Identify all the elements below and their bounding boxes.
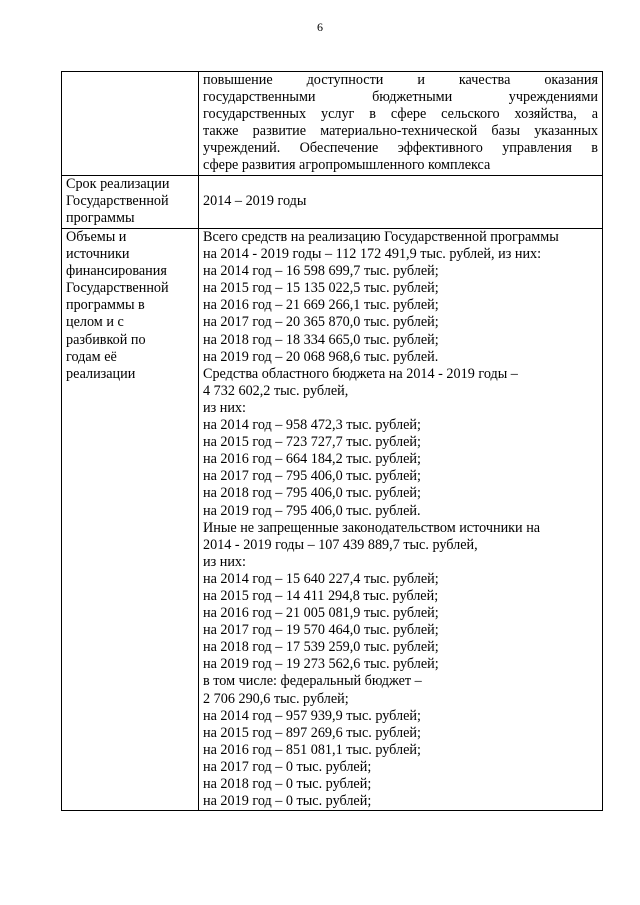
funding-line: 4 732 602,2 тыс. рублей,: [203, 382, 349, 399]
funding-line: на 2018 год – 0 тыс. рублей;: [203, 776, 372, 792]
period-label-line: программы: [66, 210, 135, 227]
funding-line: 2 706 290,6 тыс. рублей;: [203, 690, 349, 707]
page-number: 6: [317, 20, 323, 34]
funding-label-line: Объемы и: [66, 229, 127, 245]
funding-line: на 2015 год – 14 411 294,8 тыс. рублей;: [203, 587, 439, 604]
period-label-line: Срок реализации: [66, 176, 170, 192]
funding-line: из них:: [203, 553, 246, 570]
funding-line: на 2017 год – 0 тыс. рублей;: [203, 758, 372, 775]
goals-line: государственными бюджетными учреждениями: [203, 89, 598, 106]
funding-line: на 2015 год – 723 727,7 тыс. рублей;: [203, 434, 421, 451]
goals-line: учреждений. Обеспечение эффективного управления в: [203, 140, 598, 157]
funding-line: на 2014 год – 16 598 699,7 тыс. рублей;: [203, 263, 439, 280]
table-row-period: [62, 176, 603, 229]
funding-label-line: источники: [66, 246, 130, 263]
funding-line: Средства областного бюджета на 2014 - 2019 годы –: [203, 365, 518, 382]
table-row-funding: [62, 229, 603, 811]
funding-line: на 2016 год – 21 669 266,1 тыс. рублей;: [203, 297, 439, 314]
funding-line: на 2014 год – 15 640 227,4 тыс. рублей;: [203, 570, 439, 587]
goals-line: сфере развития агропромышленного комплекса: [203, 157, 491, 174]
funding-label-line: Государственной: [66, 280, 169, 297]
period-label-line: Государственной: [66, 193, 169, 210]
goals-line: государственных услуг в сфере сельского хозяйства, а: [203, 106, 598, 123]
funding-line: на 2014 год – 958 472,3 тыс. рублей;: [203, 417, 421, 434]
funding-label-line: программы в: [66, 297, 145, 314]
period-value: 2014 – 2019 годы: [203, 193, 307, 210]
funding-label-line: годам её: [66, 348, 117, 365]
funding-text-cell: [199, 229, 603, 811]
goals-line: повышение доступности и качества оказания: [203, 72, 598, 88]
funding-line: на 2019 год – 19 273 562,6 тыс. рублей;: [203, 656, 439, 673]
funding-line: из них:: [203, 399, 246, 416]
funding-line: на 2018 год – 18 334 665,0 тыс. рублей;: [203, 331, 439, 348]
funding-label-line: реализации: [66, 365, 136, 382]
funding-line: на 2017 год – 19 570 464,0 тыс. рублей;: [203, 622, 439, 639]
funding-line: на 2014 - 2019 годы – 112 172 491,9 тыс. рублей, из них:: [203, 246, 542, 263]
funding-line: Иные не запрещенные законодательством источники на: [203, 519, 541, 536]
funding-line: на 2019 год – 795 406,0 тыс. рублей.: [203, 502, 421, 519]
funding-line: на 2014 год – 957 939,9 тыс. рублей;: [203, 707, 421, 724]
table-row-goals-continuation: [62, 72, 603, 176]
funding-line: 2014 - 2019 годы – 107 439 889,7 тыс. рублей,: [203, 536, 478, 553]
funding-line: Всего средств на реализацию Государственной программы: [203, 229, 559, 245]
funding-label-line: финансирования: [66, 263, 167, 280]
period-label-cell: [62, 176, 199, 229]
funding-line: в том числе: федеральный бюджет –: [203, 673, 422, 690]
funding-label-line: целом и с: [66, 314, 124, 331]
funding-line: на 2019 год – 20 068 968,6 тыс. рублей.: [203, 348, 439, 365]
goals-line: также развитие материально-технической базы указанных: [203, 123, 598, 140]
funding-label-line: разбивкой по: [66, 331, 146, 348]
program-passport-table: [61, 71, 603, 811]
goals-text-cell: [199, 72, 603, 176]
funding-line: на 2019 год – 0 тыс. рублей;: [203, 793, 372, 810]
funding-line: на 2018 год – 17 539 259,0 тыс. рублей;: [203, 639, 439, 656]
funding-line: на 2016 год – 21 005 081,9 тыс. рублей;: [203, 605, 439, 622]
funding-label-cell: [62, 229, 199, 811]
funding-line: на 2018 год – 795 406,0 тыс. рублей;: [203, 485, 421, 502]
funding-line: на 2016 год – 664 184,2 тыс. рублей;: [203, 451, 421, 468]
period-value-cell: [199, 176, 603, 229]
funding-line: на 2017 год – 20 365 870,0 тыс. рублей;: [203, 314, 439, 331]
goals-label-cell: [62, 72, 199, 176]
funding-line: на 2015 год – 15 135 022,5 тыс. рублей;: [203, 280, 439, 297]
funding-line: на 2015 год – 897 269,6 тыс. рублей;: [203, 724, 421, 741]
funding-line: на 2017 год – 795 406,0 тыс. рублей;: [203, 468, 421, 485]
funding-line: на 2016 год – 851 081,1 тыс. рублей;: [203, 741, 421, 758]
